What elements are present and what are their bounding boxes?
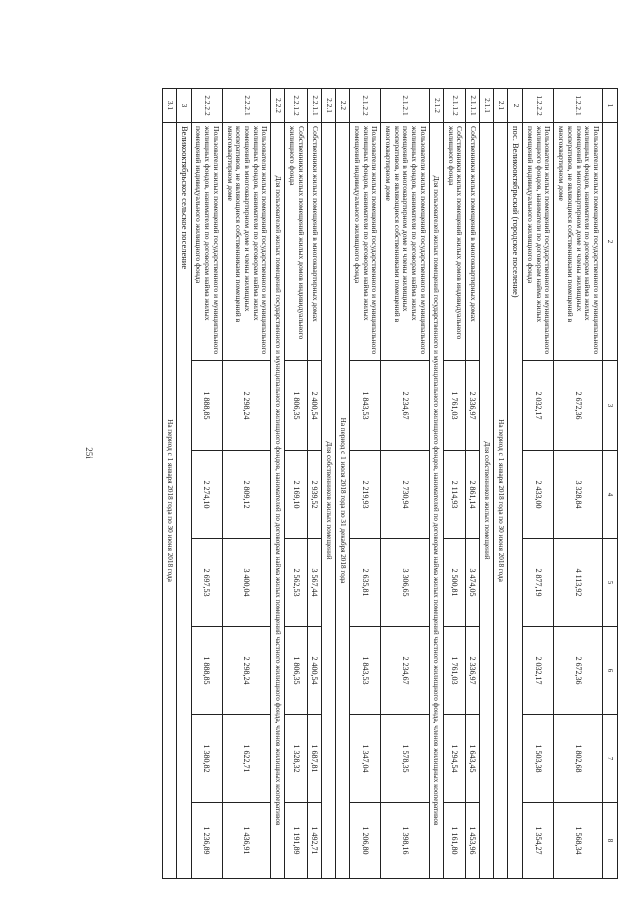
row-description: Пользователи жилых помещений государственного и муниципального жилищных фондов, наниматели по договорам найма жилых помещений индивидуального жилищного фонда [350, 123, 381, 361]
column-header: 1 [603, 89, 618, 123]
table-row [307, 89, 321, 879]
tariff-value: 1 687,81 [307, 715, 321, 803]
row-code: 3 [176, 89, 191, 123]
table-body [162, 89, 602, 879]
row-code: 3.1 [162, 89, 176, 123]
tariff-value: 3 328,84 [554, 451, 603, 539]
tariff-value: 3 306,65 [381, 539, 430, 627]
tariff-value: 1 568,34 [554, 803, 603, 879]
tariff-value: 2 298,24 [222, 361, 271, 451]
section-row [508, 89, 523, 879]
tariff-value: 2 500,81 [443, 539, 465, 627]
tariff-value: 2 697,53 [191, 539, 222, 627]
period-label: Для собственников жилых помещений [480, 123, 494, 879]
tariff-value: 1 806,35 [285, 627, 307, 715]
period-row [336, 89, 350, 879]
row-code: 2.2.1.1 [307, 89, 321, 123]
tariff-value: 2 672,36 [554, 627, 603, 715]
row-code: 1.2.2.1 [554, 89, 603, 123]
row-code: 2.1.1 [480, 89, 494, 123]
tariff-value: 1 436,91 [222, 803, 271, 879]
tariff-value: 3 400,04 [222, 539, 271, 627]
tariff-value: 2 032,17 [523, 361, 554, 451]
tariff-value: 2 400,54 [307, 627, 321, 715]
tariff-value: 1 328,32 [285, 715, 307, 803]
tariff-value: 2 809,12 [222, 451, 271, 539]
tariff-value: 1 503,38 [523, 715, 554, 803]
rotated-table-container [93, 88, 618, 878]
tariff-value: 2 400,54 [307, 361, 321, 451]
row-code: 2.2.2.1 [222, 89, 271, 123]
tariff-value: 1 294,54 [443, 715, 465, 803]
column-header: 7 [603, 715, 618, 803]
tariff-value: 1 843,53 [350, 627, 381, 715]
tariff-value: 3 567,44 [307, 539, 321, 627]
table-row [443, 89, 465, 879]
tariff-value: 1 761,03 [443, 361, 465, 451]
tariff-value: 1 888,85 [191, 627, 222, 715]
tariff-value: 1 492,71 [307, 803, 321, 879]
section-title: пос. Великооктябрьский (городское поселение) [508, 123, 523, 879]
period-row [271, 89, 285, 879]
tariff-value: 1 236,89 [191, 803, 222, 879]
tariff-value: 2 169,10 [285, 451, 307, 539]
column-header: 8 [603, 803, 618, 879]
period-label: Для пользователей жилых помещений государственного и муниципального жилищного фондов, нанимателей по договорам найма жилых помещений частного жилищного фонда, членов жилищных кооперативов [429, 123, 443, 879]
tariff-value: 4 113,92 [554, 539, 603, 627]
tariff-value: 1 888,85 [191, 361, 222, 451]
period-row [480, 89, 494, 879]
document-page [93, 88, 618, 878]
period-label: Для собственников жилых помещений [322, 123, 336, 879]
tariff-value: 1 380,82 [191, 715, 222, 803]
row-description: Пользователи жилых помещений государственного и муниципального жилищных фондов, наниматели по договорам найма жилых помещений в многоквартирном доме и члены жилищных кооперативов, не являющиеся собственниками помещений в многоквартирном доме [381, 123, 430, 361]
tariff-value: 2 672,36 [554, 361, 603, 451]
tariff-value: 1 643,45 [466, 715, 480, 803]
row-code: 2.1.1.2 [443, 89, 465, 123]
row-description: Пользователи жилых помещений государственного и муниципального жилищных фондов, наниматели по договорам найма жилых помещений индивидуального жилищного фонда [191, 123, 222, 361]
tariff-value: 2 730,94 [381, 451, 430, 539]
row-code: 2.2.2.2 [191, 89, 222, 123]
period-label: Для пользователей жилых помещений государственного и муниципального жилищного фондов, нанимателей по договорам найма жилых помещений частного жилищного фонда, членов жилищных кооперативов [271, 123, 285, 879]
period-label: На период с 1 января 2018 года по 30 июня 2018 года [162, 123, 176, 879]
row-description: Пользователи жилых помещений государственного и муниципального жилищных фондов, наниматели по договорам найма жилых помещений в многоквартирном доме и члены жилищных кооперативов, не являющиеся собственниками помещений в многоквартирном доме [222, 123, 271, 361]
tariff-value: 1 206,80 [350, 803, 381, 879]
tariff-value: 2 562,53 [285, 539, 307, 627]
column-header: 5 [603, 539, 618, 627]
period-row [429, 89, 443, 879]
tariff-value: 2 032,17 [523, 627, 554, 715]
row-code: 2.2.1 [322, 89, 336, 123]
row-code: 1.2.2.2 [523, 89, 554, 123]
tariff-table [162, 88, 618, 879]
tariff-value: 1 354,27 [523, 803, 554, 879]
column-header: 4 [603, 451, 618, 539]
tariff-value: 2 219,93 [350, 451, 381, 539]
row-code: 2.2.2 [271, 89, 285, 123]
table-row [466, 89, 480, 879]
period-row [162, 89, 176, 879]
tariff-value: 2 298,24 [222, 627, 271, 715]
tariff-value: 1 622,71 [222, 715, 271, 803]
row-description: Пользователи жилых помещений государственного и муниципального жилищных фондов, наниматели по договорам найма жилых помещений в многоквартирном доме и члены жилищных кооперативов, не являющиеся собственниками помещений в многоквартирном доме [554, 123, 603, 361]
tariff-value: 1 347,04 [350, 715, 381, 803]
table-row [222, 89, 271, 879]
tariff-value: 2 336,97 [466, 361, 480, 451]
tariff-value: 1 802,68 [554, 715, 603, 803]
tariff-value: 1 843,53 [350, 361, 381, 451]
table-row [350, 89, 381, 879]
row-code: 2.2 [336, 89, 350, 123]
row-code: 2.1.2.2 [350, 89, 381, 123]
tariff-value: 2 274,10 [191, 451, 222, 539]
table-row [191, 89, 222, 879]
tariff-value: 1 806,35 [285, 361, 307, 451]
column-header: 2 [603, 123, 618, 361]
row-description: Собственники жилых помещений жилых домов индивидуального жилищного фонда [443, 123, 465, 361]
period-label: На период с 1 января 2018 года по 30 июня 2018 года [494, 123, 508, 879]
tariff-value: 2 877,19 [523, 539, 554, 627]
table-row [554, 89, 603, 879]
tariff-value: 2 114,93 [443, 451, 465, 539]
period-row [322, 89, 336, 879]
table-row [381, 89, 430, 879]
row-code: 2.1.1.1 [466, 89, 480, 123]
row-description: Собственники жилых помещений в многоквартирных домах [307, 123, 321, 361]
tariff-value: 2 433,00 [523, 451, 554, 539]
tariff-value: 2 234,67 [381, 627, 430, 715]
table-header-row [603, 89, 618, 879]
row-code: 2.1.2.1 [381, 89, 430, 123]
row-code: 2.1 [494, 89, 508, 123]
tariff-value: 2 861,14 [466, 451, 480, 539]
section-title: Великооктябрьское сельское поселение [176, 123, 191, 879]
table-row [285, 89, 307, 879]
tariff-value: 1 191,89 [285, 803, 307, 879]
row-description: Пользователи жилых помещений государственного и муниципального жилищного фондов, наниматели по договорам найма жилых помещений индивидуального жилищного фонда [523, 123, 554, 361]
table-row [523, 89, 554, 879]
row-code: 2.2.1.2 [285, 89, 307, 123]
tariff-value: 2 336,97 [466, 627, 480, 715]
tariff-value: 3 474,05 [466, 539, 480, 627]
tariff-value: 2 234,67 [381, 361, 430, 451]
row-description: Собственники жилых помещений жилых домов индивидуального жилищного фонда [285, 123, 307, 361]
tariff-value: 1 161,80 [443, 803, 465, 879]
tariff-value: 1 453,96 [466, 803, 480, 879]
tariff-value: 1 398,16 [381, 803, 430, 879]
tariff-value: 2 635,81 [350, 539, 381, 627]
column-header: 3 [603, 361, 618, 451]
row-code: 2 [508, 89, 523, 123]
row-description: Собственники жилых помещений в многоквартирных домах [466, 123, 480, 361]
row-code: 2.1.2 [429, 89, 443, 123]
tariff-value: 1 761,03 [443, 627, 465, 715]
tariff-value: 1 578,35 [381, 715, 430, 803]
page-number: 25i [83, 447, 94, 459]
column-header: 6 [603, 627, 618, 715]
tariff-value: 2 939,52 [307, 451, 321, 539]
period-label: На период с 1 июля 2018 года по 31 декабря 2018 года [336, 123, 350, 879]
section-row [176, 89, 191, 879]
period-row [494, 89, 508, 879]
